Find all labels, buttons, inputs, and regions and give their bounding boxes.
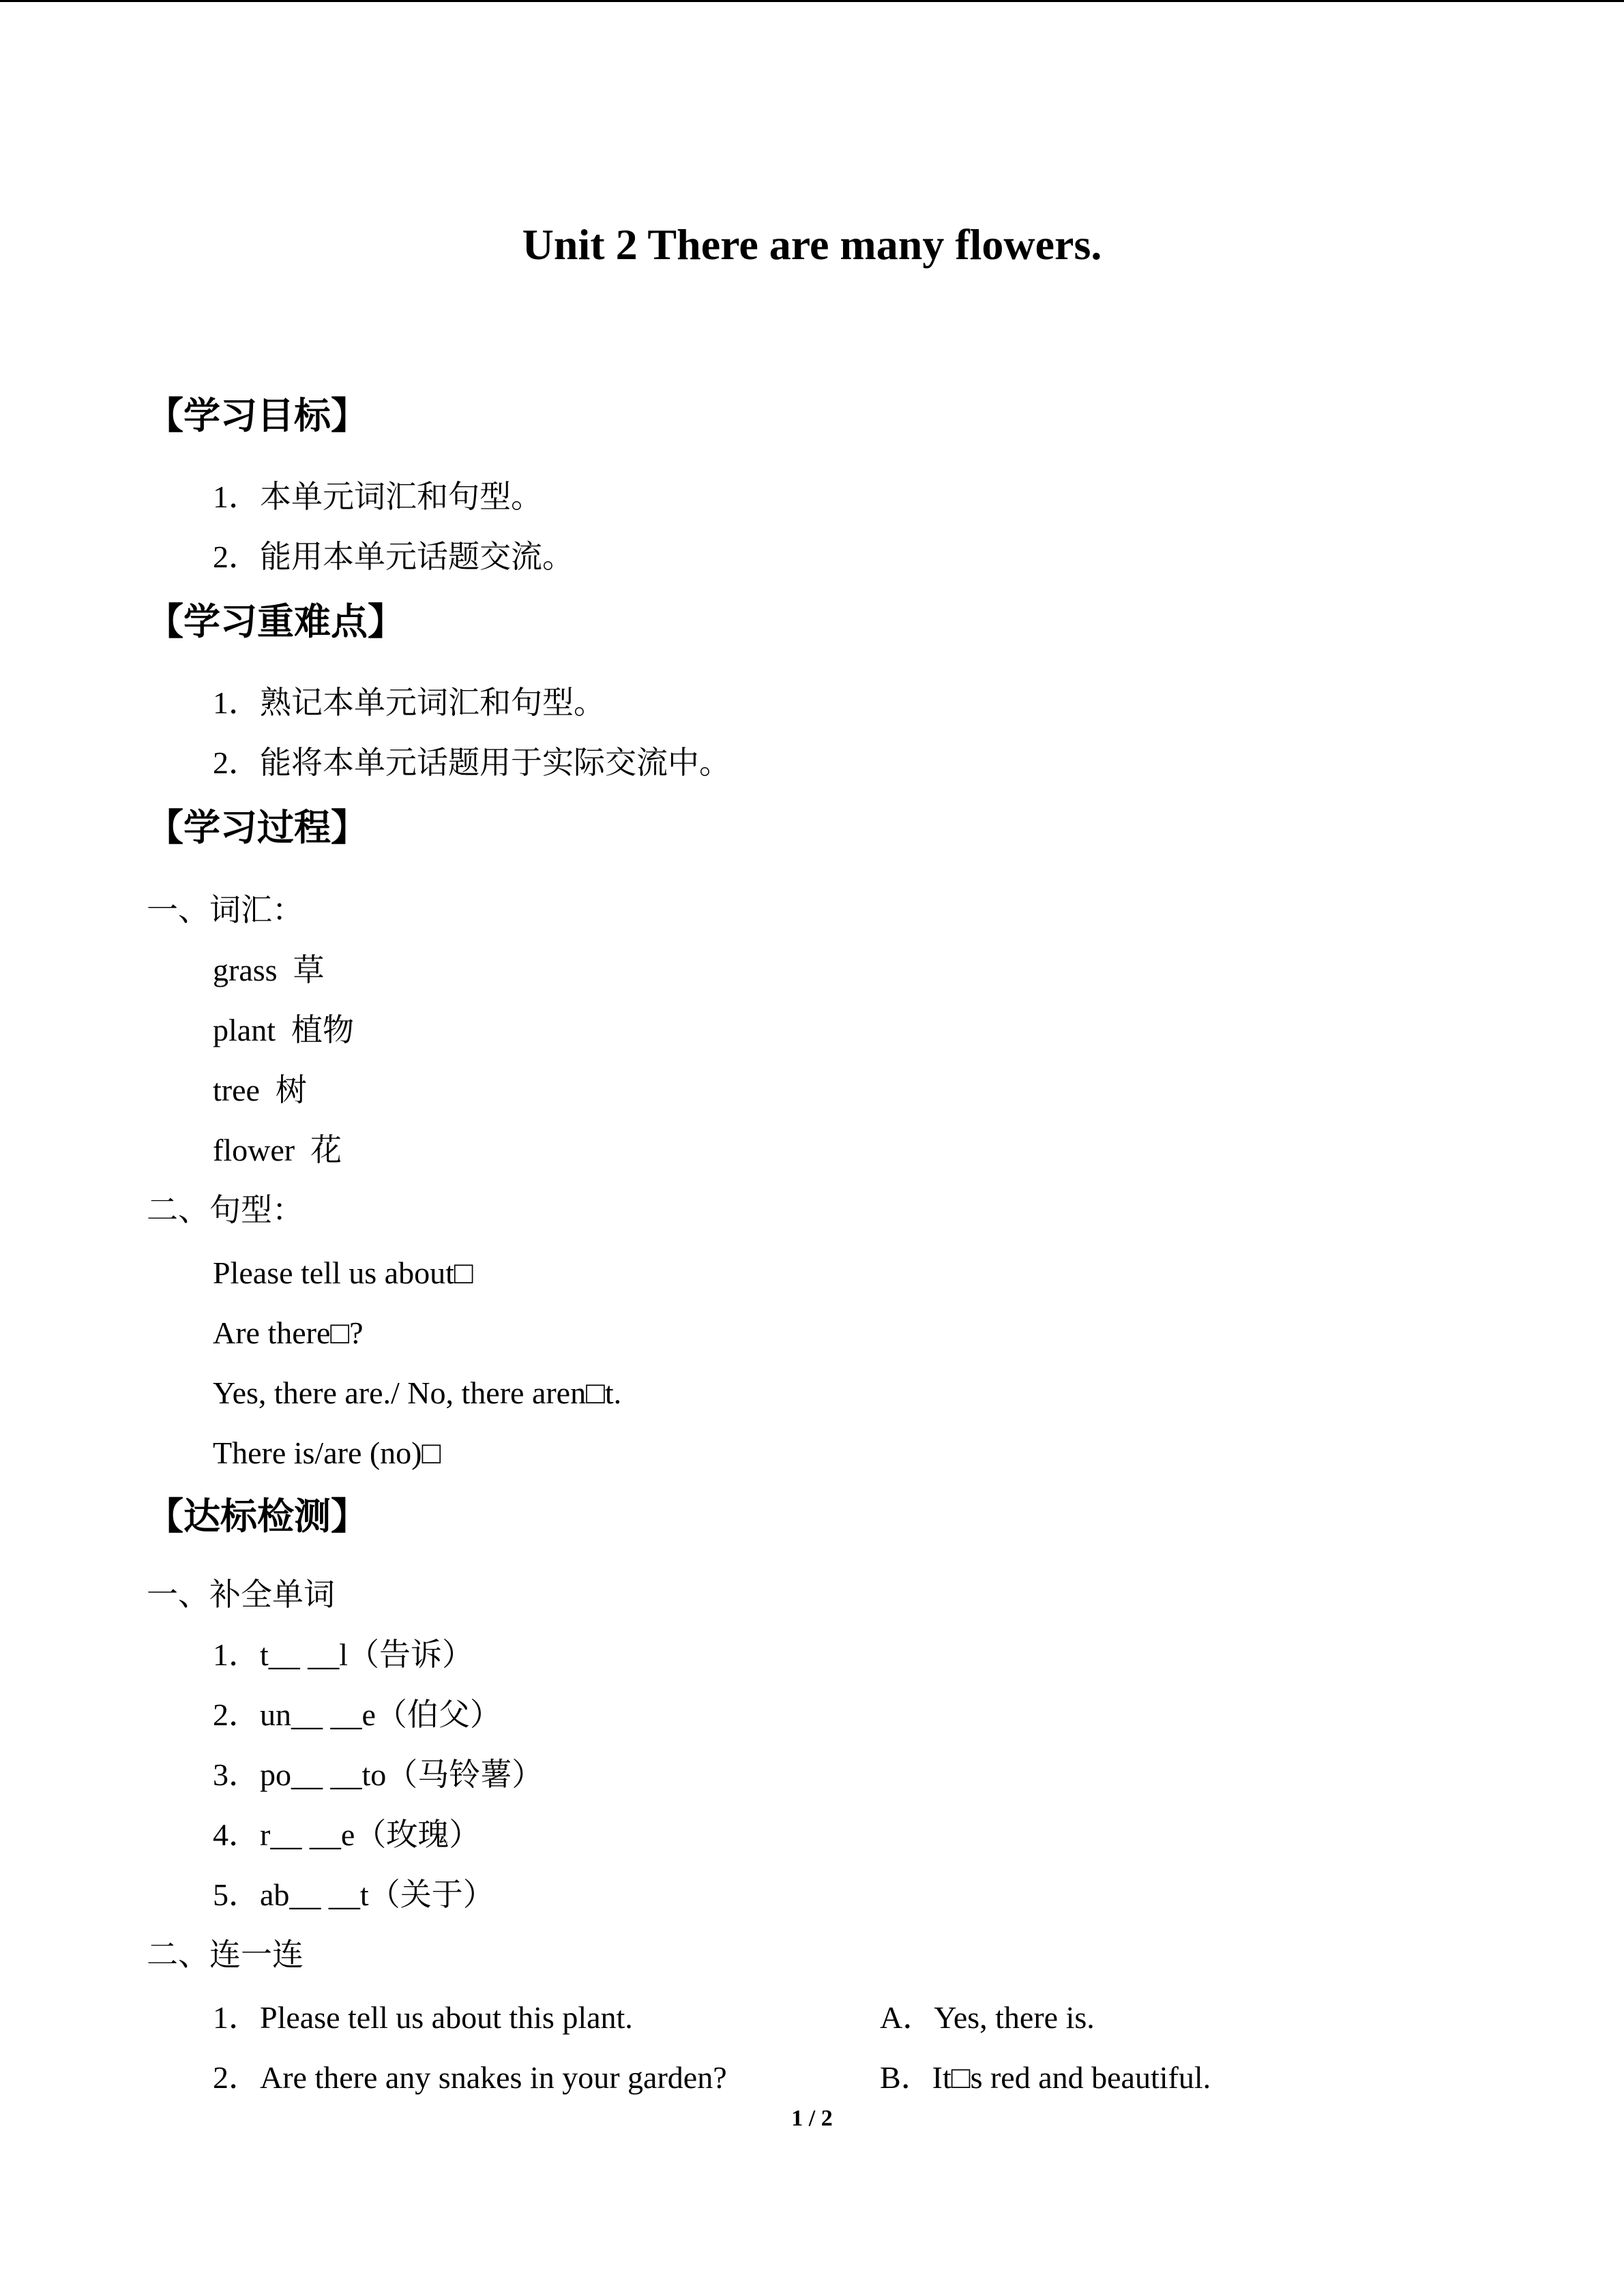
sentence-item: Are there□? <box>213 1315 364 1350</box>
objective-item: 1．本单元词汇和句型。 <box>213 479 542 514</box>
vocab-item: tree 树 <box>213 1073 307 1107</box>
key-point-item: 2．能将本单元话题用于实际交流中。 <box>213 745 730 780</box>
match-answer: B．It□s red and beautiful. <box>880 2060 1211 2095</box>
sentence-label: 二、句型： <box>147 1193 304 1227</box>
objective-item: 2．能用本单元话题交流。 <box>213 539 574 574</box>
fill-item: 3．po__ __to（马铃薯） <box>213 1757 544 1792</box>
key-points-heading: 【学习重难点】 <box>147 600 404 643</box>
match-answer: A．Yes, there is. <box>880 2000 1095 2035</box>
page-number: 1 / 2 <box>791 2106 833 2131</box>
process-heading: 【学习过程】 <box>147 806 368 849</box>
objectives-heading: 【学习目标】 <box>147 394 368 437</box>
vocab-item: plant 植物 <box>213 1013 354 1047</box>
vocab-item: flower 花 <box>213 1133 342 1167</box>
key-point-item: 1．熟记本单元词汇和句型。 <box>213 685 605 720</box>
match-label: 二、连一连 <box>147 1937 304 1972</box>
sentence-item: Yes, there are./ No, there aren□t. <box>213 1375 622 1410</box>
sentence-item: There is/are (no)□ <box>213 1435 441 1470</box>
fill-item: 1．t__ __l（告诉） <box>213 1637 474 1672</box>
test-heading: 【达标检测】 <box>147 1495 368 1538</box>
vocab-item: grass 草 <box>213 953 325 987</box>
match-question: 1．Please tell us about this plant. <box>213 2000 633 2035</box>
fill-item: 4．r__ __e（玫瑰） <box>213 1817 481 1852</box>
match-question: 2．Are there any snakes in your garden? <box>213 2060 727 2095</box>
fill-label: 一、补全单词 <box>147 1577 335 1612</box>
page-title: Unit 2 There are many flowers. <box>522 220 1102 269</box>
sentence-item: Please tell us about□ <box>213 1255 473 1290</box>
fill-item: 5．ab__ __t（关于） <box>213 1877 494 1912</box>
fill-item: 2．un__ __e（伯父） <box>213 1697 501 1732</box>
vocab-label: 一、词汇： <box>147 893 304 927</box>
